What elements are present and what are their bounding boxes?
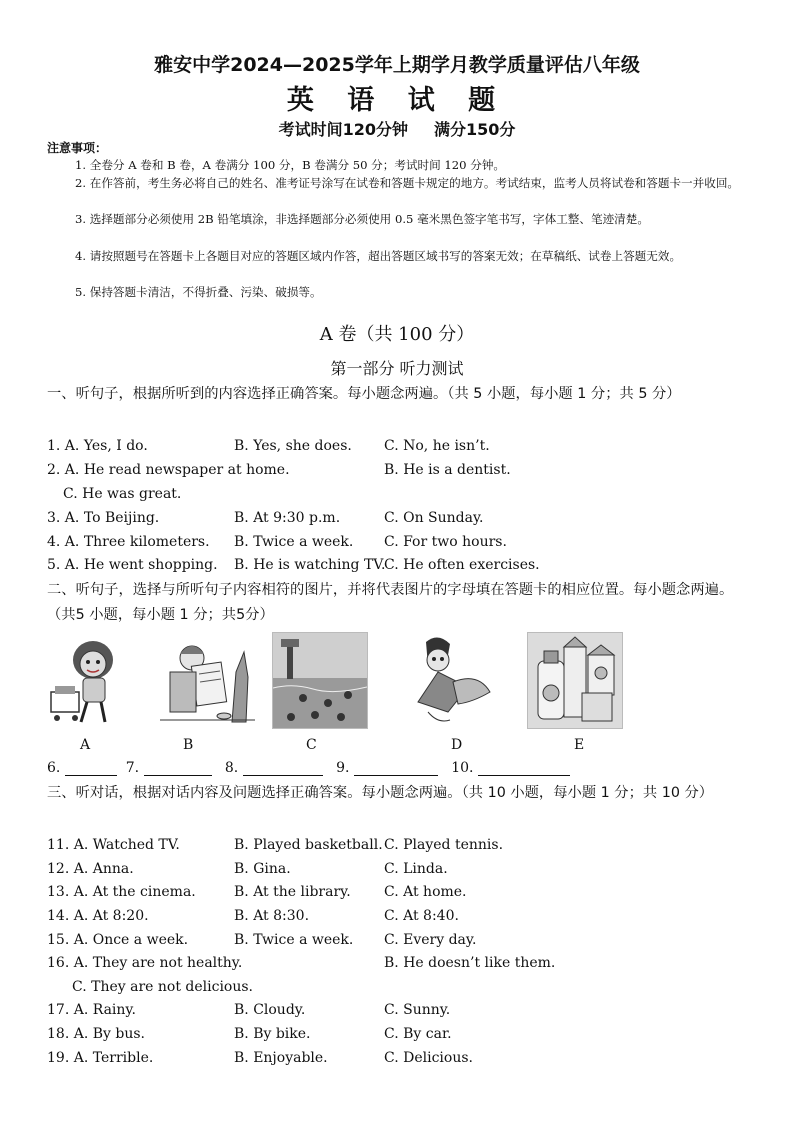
q5-b: B. He is watching TV. — [234, 557, 386, 573]
girl-shopping-cart-image — [47, 632, 142, 727]
q15-a: 15. A. Once a week. — [47, 932, 189, 948]
q17-a: 17. A. Rainy. — [47, 1002, 136, 1018]
q17-b: B. Cloudy. — [234, 1002, 306, 1018]
blank-label-10: 10. — [451, 760, 474, 776]
q2-a: 2. A. He read newspaper at home. — [47, 462, 290, 478]
q18-a: 18. A. By bus. — [47, 1026, 145, 1042]
q12-b: B. Gina. — [234, 861, 291, 877]
q14-a: 14. A. At 8:20. — [47, 908, 149, 924]
blank-label-8: 8. — [224, 760, 239, 776]
milk-bottles-image — [527, 632, 623, 729]
q12-a: 12. A. Anna. — [47, 861, 134, 877]
q4-a: 4. A. Three kilometers. — [47, 534, 210, 550]
q19-c: C. Delicious. — [384, 1050, 473, 1066]
q5-a: 5. A. He went shopping. — [47, 557, 218, 573]
q3-c: C. On Sunday. — [384, 510, 484, 526]
q14-b: B. At 8:30. — [234, 908, 310, 924]
answer-blank-7[interactable] — [144, 761, 212, 776]
q1-a: 1. A. Yes, I do. — [47, 438, 148, 454]
q16-a: 16. A. They are not healthy. — [47, 955, 243, 971]
q15-c: C. Every day. — [384, 932, 477, 948]
q13-a: 13. A. At the cinema. — [47, 884, 196, 900]
note-item-1: 1. 全卷分 A 卷和 B 卷，A 卷满分 100 分，B 卷满分 50 分；考试时间 120 分钟。 — [75, 158, 506, 172]
q11-b: B. Played basketball. — [234, 837, 383, 853]
q18-b: B. By bike. — [234, 1026, 311, 1042]
man-reading-newspaper-image — [160, 632, 255, 727]
section-a-heading: A 卷（共 100 分） — [319, 324, 475, 345]
q15-b: B. Twice a week. — [234, 932, 354, 948]
exam-school-line: 雅安中学2024—2025学年上期学月教学质量评估八年级 — [154, 54, 640, 76]
exam-score: 满分150分 — [434, 120, 516, 139]
exam-subject-title: 英 语 试 题 — [286, 85, 508, 116]
q16-c: C. They are not delicious. — [72, 979, 254, 995]
note-item-3: 3. 选择题部分必须使用 2B 铅笔填涂，非选择题部分必须使用 0.5 毫米黑色签字笔书写，字体工整、笔迹清楚。 — [75, 212, 649, 226]
q19-b: B. Enjoyable. — [234, 1050, 328, 1066]
note-item-5: 5. 保持答题卡清洁，不得折叠、污染、破损等。 — [75, 285, 322, 299]
q13-c: C. At home. — [384, 884, 467, 900]
answer-blank-8[interactable] — [243, 761, 323, 776]
q19-a: 19. A. Terrible. — [47, 1050, 154, 1066]
s3-instruction: 三、听对话，根据对话内容及问题选择正确答案。每小题念两遍。（共 10 小题，每小题 1 分；共 10 分） — [47, 785, 714, 801]
s1-instruction: 一、听句子，根据所听到的内容选择正确答案。每小题念两遍。（共 5 小题，每小题 1 分；共 5 分） — [47, 386, 681, 402]
picture-label-e: E — [574, 737, 585, 753]
exam-time-score — [0, 117, 794, 140]
q17-c: C. Sunny. — [384, 1002, 451, 1018]
q18-c: C. By car. — [384, 1026, 452, 1042]
q13-b: B. At the library. — [234, 884, 351, 900]
answer-blank-6[interactable] — [65, 761, 117, 776]
girl-with-kite-image — [398, 632, 493, 727]
q16-b: B. He doesn’t like them. — [384, 955, 556, 971]
s2-instruction: 二、听句子，选择与所听句子内容相符的图片，并将代表图片的字母填在答题卡的相应位置。每小题念两遍。（共5 小题，每小题 1 分；共5分） — [47, 582, 734, 623]
q1-c: C. No, he isn’t. — [384, 438, 490, 454]
picture-label-b: B — [183, 737, 194, 753]
picture-label-c: C — [306, 737, 317, 753]
answer-blank-10[interactable] — [478, 761, 570, 776]
exam-time: 考试时间120分钟 — [278, 120, 408, 139]
q12-c: C. Linda. — [384, 861, 448, 877]
blank-label-9: 9. — [336, 760, 350, 776]
notes-title: 注意事项： — [47, 141, 108, 155]
beach-scene-image — [272, 632, 368, 729]
note-item-4: 4. 请按照题号在答题卡上各题目对应的答题区域内作答，超出答题区域书写的答案无效；在草稿纸、试卷上答题无效。 — [75, 249, 682, 263]
q2-b: B. He is a dentist. — [384, 462, 511, 478]
q4-c: C. For two hours. — [384, 534, 507, 550]
q2-c: C. He was great. — [63, 486, 182, 502]
part1-heading: 第一部分 听力测试 — [330, 359, 464, 378]
q3-a: 3. A. To Beijing. — [47, 510, 160, 526]
blank-label-7: 7. — [125, 760, 140, 776]
q5-c: C. He often exercises. — [384, 557, 540, 573]
q14-c: C. At 8:40. — [384, 908, 459, 924]
q1-b: B. Yes, she does. — [234, 438, 352, 454]
blank-label-6: 6. — [47, 760, 61, 776]
note-item-2: 2. 在作答前，考生务必将自己的姓名、准考证号涂写在试卷和答题卡规定的地方。考试结束，监考人员将试卷和答题卡一并收回。 — [75, 176, 740, 190]
q11-a: 11. A. Watched TV. — [47, 837, 180, 853]
q3-b: B. At 9:30 p.m. — [234, 510, 341, 526]
answer-blank-9[interactable] — [354, 761, 438, 776]
q4-b: B. Twice a week. — [234, 534, 354, 550]
answer-blanks-row — [47, 760, 570, 776]
picture-label-d: D — [451, 737, 463, 753]
picture-label-a: A — [80, 737, 91, 753]
q11-c: C. Played tennis. — [384, 837, 504, 853]
